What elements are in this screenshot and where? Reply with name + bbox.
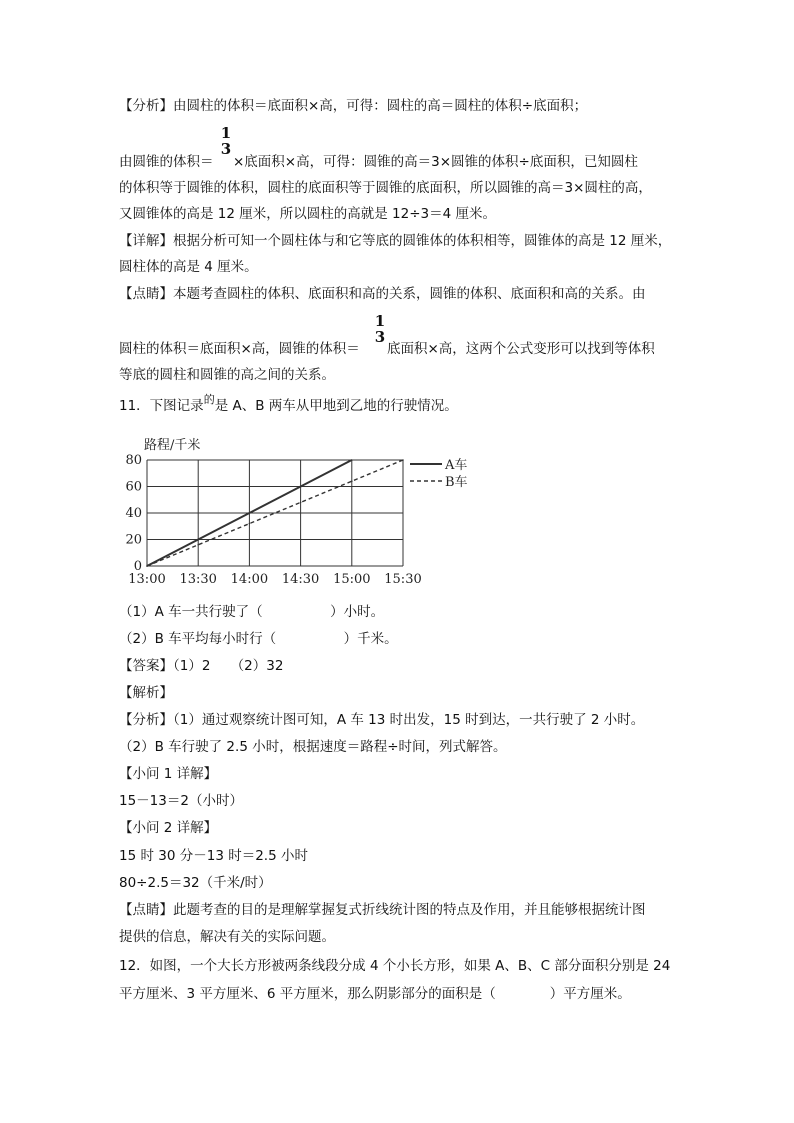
q11-small1-title: 【小问 1 详解】 [119, 766, 218, 782]
analysis-line-1: 【分析】由圆柱的体积＝底面积×高，可得：圆柱的高＝圆柱的体积÷底面积； [119, 98, 588, 114]
data-point [300, 502, 302, 504]
q11-small1-calc: 15－13＝2（小时） [119, 793, 243, 809]
data-point [351, 459, 353, 461]
x-tick-label: 15:00 [333, 572, 371, 587]
x-tick-label: 13:30 [179, 572, 217, 587]
q12-line-2: 平方厘米、3 平方厘米、6 平方厘米，那么阴影部分的面积是（ ）平方厘米。 [119, 986, 631, 1002]
x-tick-label: 14:30 [281, 572, 320, 587]
detail-line-1: 【详解】根据分析可知一个圆柱体与和它等底的圆锥体的体积相等，圆锥体的高是 12 厘米， [119, 233, 672, 249]
q11-comment-1: 【点睛】此题考查的目的是理解掌握复式折线统计图的特点及作用，并且能够根据统计图 [119, 902, 646, 918]
q11-sub2: （2）B 车平均每小时行（ ）千米。 [119, 631, 398, 647]
q11-analysis-1: 【分析】（1）通过观察统计图可知，A 车 13 时出发，15 时到达，一共行驶了 2 小时。 [119, 712, 645, 728]
analysis-line-4: 又圆锥体的高是 12 厘米，所以圆柱的高就是 12÷3＝4 厘米。 [119, 206, 497, 222]
comment-line-3: 等底的圆柱和圆锥的高之间的关系。 [119, 367, 335, 383]
q11-small2-calc2: 80÷2.5＝32（千米/时） [119, 875, 272, 891]
chart-grid [147, 460, 403, 566]
y-tick-label: 0 [133, 559, 142, 574]
y-tick-label: 40 [125, 506, 142, 521]
x-tick-label: 15:30 [384, 572, 422, 587]
q11-sub1: （1）A 车一共行驶了（ ）小时。 [119, 604, 385, 620]
fraction-one-third-2 [372, 313, 388, 345]
detail-line-2: 圆柱体的高是 4 厘米。 [119, 259, 258, 275]
q11-small2-calc1: 15 时 30 分－13 时＝2.5 小时 [119, 848, 308, 864]
fraction-denominator: 3 [220, 140, 232, 158]
data-point [402, 459, 404, 461]
data-point [146, 565, 148, 567]
y-tick-label: 80 [125, 453, 142, 468]
legend-label: A车 [445, 458, 468, 473]
data-point [300, 486, 302, 488]
q11-stem-sup: 的 [203, 393, 215, 406]
q11-stem-pre: 11．下图记录 [119, 398, 204, 414]
data-point [351, 480, 353, 482]
comment-line-2b: 底面积×高，这两个公式变形可以找到等体积 [387, 341, 655, 357]
analysis-line-2b: ×底面积×高，可得：圆锥的高＝3×圆锥的体积÷底面积，已知圆柱 [233, 154, 638, 170]
analysis-line-2a: 由圆锥的体积＝ [119, 154, 214, 170]
q11-stem-post: 是 A、B 两车从甲地到乙地的行驶情况。 [214, 398, 458, 414]
x-tick-label: 13:00 [128, 572, 166, 587]
data-point [249, 523, 251, 525]
fraction-numerator: 1 [374, 312, 386, 330]
fraction-denominator: 3 [374, 328, 386, 346]
q11-jiexi: 【解析】 [119, 685, 173, 701]
analysis-line-3: 的体积等于圆锥的体积，圆柱的底面积等于圆锥的底面积，所以圆锥的高＝3×圆柱的高， [119, 180, 652, 196]
q11-stem [119, 393, 458, 416]
q12-line-1: 12．如图，一个大长方形被两条线段分成 4 个小长方形，如果 A、B、C 部分面积分别是 24 [119, 958, 671, 974]
q11-answer: 【答案】（1）2 （2）32 [119, 658, 284, 674]
x-tick-label: 14:00 [230, 572, 269, 587]
q11-analysis-2: （2）B 车行驶了 2.5 小时，根据速度＝路程÷时间，列式解答。 [119, 739, 507, 755]
y-tick-label: 60 [125, 479, 142, 495]
line-chart [120, 432, 490, 592]
q11-comment-2: 提供的信息，解决有关的实际问题。 [119, 929, 335, 945]
data-point [197, 544, 199, 546]
q11-small2-title: 【小问 2 详解】 [119, 820, 218, 836]
comment-line-1: 【点睛】本题考查圆柱的体积、底面积和高的关系，圆锥的体积、底面积和高的关系。由 [119, 286, 646, 302]
y-axis-label: 路程/千米 [144, 438, 201, 453]
comment-line-2a: 圆柱的体积＝底面积×高，圆锥的体积＝ [119, 341, 360, 357]
fraction-numerator: 1 [220, 124, 232, 142]
data-point [249, 512, 251, 514]
y-tick-label: 20 [125, 532, 142, 548]
fraction-one-third-1 [218, 125, 234, 157]
data-point [197, 539, 199, 541]
legend-label: B车 [445, 475, 468, 490]
